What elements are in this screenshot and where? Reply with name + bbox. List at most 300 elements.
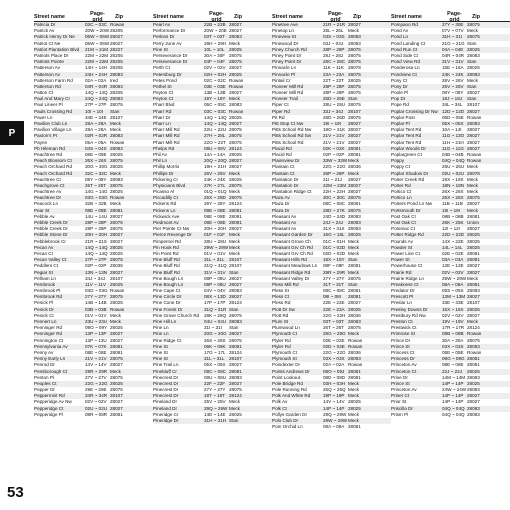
page-grid: 27V ~ 27V xyxy=(85,374,107,380)
street-name: Pine Hill Ln xyxy=(153,319,177,324)
zip: 28027 xyxy=(229,90,242,96)
street-name: Pleasant Grove Ch xyxy=(272,238,311,244)
zip: 28075 xyxy=(110,257,123,263)
street-name: Polk And White Rd xyxy=(272,393,311,399)
street-name: Pineview St xyxy=(272,34,297,40)
page-grid: 08C ~ 08C xyxy=(323,288,346,294)
page-grid: 14X ~ 22E xyxy=(442,238,464,244)
street-name: Poppy Ct xyxy=(391,164,410,170)
zip: 28081 xyxy=(229,213,242,219)
street-name: Pony Ct xyxy=(391,77,408,83)
page-grid: 26X ~ 26X xyxy=(442,195,464,201)
street-name: Phelps Rd xyxy=(153,145,175,151)
zip: Rowan xyxy=(467,114,482,120)
zip: 28124 xyxy=(229,145,242,151)
street-name: Pioneer Trail xyxy=(272,96,298,102)
zip: 28025 xyxy=(467,238,480,244)
zip: 28027 xyxy=(348,121,361,126)
zip: Stan xyxy=(348,96,358,102)
zip: 28083 xyxy=(348,34,361,40)
page-grid: 25Q ~ 25Q xyxy=(323,387,346,393)
street-name: Peachtree Dr xyxy=(34,195,62,201)
street-name: Patterson Av xyxy=(34,71,60,77)
page-grid: 24W ~ 24W xyxy=(442,387,467,393)
street-name: Power St xyxy=(391,257,410,263)
zip: 28075 xyxy=(229,195,242,201)
street-name: Pondview Ct xyxy=(391,71,417,77)
page-grid: 25V ~ 25V xyxy=(204,399,226,405)
zip: 28081 xyxy=(348,424,361,430)
zip: 28075 xyxy=(110,294,123,300)
page-grid: 08X ~ 13D xyxy=(204,294,226,300)
page-grid: 22F ~ 22F xyxy=(204,380,226,386)
street-name: Pear St xyxy=(34,207,50,213)
zip: 28075 xyxy=(229,52,242,58)
page-grid: 21R ~ 21S xyxy=(85,238,107,244)
zip: 28027 xyxy=(467,393,480,399)
page-grid: 22D ~ 22D xyxy=(442,232,465,238)
page-grid: 27P ~ 27P xyxy=(85,102,107,108)
street-name: Prince St xyxy=(391,380,410,386)
page-grid: 14V ~ 14V xyxy=(85,362,107,368)
zip: 28027 xyxy=(348,176,361,182)
street-name: Pintail Cr xyxy=(272,77,291,83)
street-name: Phillips Dr xyxy=(153,170,174,176)
street-name: Pearl Av xyxy=(153,22,171,27)
street-name: Phil Av xyxy=(153,151,167,157)
street-name: Peach Orchard Rd xyxy=(34,170,73,176)
street-name: Plumwood Ln xyxy=(272,325,300,331)
zip: 28075 xyxy=(110,387,123,393)
page-grid: 22M ~ 22M xyxy=(85,52,109,58)
zip: 28027 xyxy=(229,28,242,34)
zip: 28027 xyxy=(110,405,123,411)
zip: 28025 xyxy=(110,151,123,157)
street-name: Power Line Ct xyxy=(391,250,420,256)
zip: 28025 xyxy=(229,114,242,120)
page-grid: 22G ~ 22G xyxy=(323,349,346,355)
street-name: Pethel St xyxy=(153,83,172,89)
page-grid: 22M ~ 22M xyxy=(323,182,347,188)
page-grid: 30A ~ 30A xyxy=(442,337,464,343)
page-grid: 05X ~ 05X xyxy=(204,362,226,368)
street-name: Placid Rd xyxy=(272,151,292,157)
page-grid: 30A ~ 30F xyxy=(204,52,226,58)
page-grid: 22J ~ 22J xyxy=(442,368,463,374)
street-name: Piney Point Dr xyxy=(272,59,302,65)
page-grid: 14Q ~ 14Q xyxy=(85,90,108,96)
street-name: Pine Bluff Rd xyxy=(153,269,180,275)
zip: Rowan xyxy=(229,108,244,114)
page-grid: 33W ~ 33W xyxy=(323,158,348,164)
page-grid: 13N ~ 13N xyxy=(85,269,108,275)
street-name: Pennsylvania Av xyxy=(34,343,68,349)
street-name: Phil Ln xyxy=(153,158,168,164)
page-grid: 13P ~ 13U xyxy=(85,337,107,343)
street-name: Plaza Av xyxy=(272,195,290,201)
street-name: Piper Rd xyxy=(272,108,290,114)
page-grid: 08E ~ 08E xyxy=(204,220,226,225)
page-grid: 08E ~ 08E xyxy=(85,349,107,355)
street-name: Pine Grove Church Rd xyxy=(153,312,200,318)
page-grid: 03G ~ 03G xyxy=(85,288,108,294)
zip: 28025 xyxy=(110,244,123,250)
zip: 28025 xyxy=(348,232,361,238)
page-grid: 05D ~ 05E xyxy=(442,114,464,120)
page-grid: 06W ~ 06W xyxy=(85,40,110,46)
zip: 28081 xyxy=(110,411,123,417)
page-grid: 23A ~ 23A xyxy=(323,71,345,77)
zip: 28025 xyxy=(110,281,123,287)
street-name: Plaza Dr xyxy=(272,201,290,207)
page-grid: 26S ~ 26S xyxy=(204,337,226,343)
zip: Rowan xyxy=(229,83,244,89)
zip: 28075 xyxy=(348,102,361,108)
street-name: Points Andrews Dr xyxy=(272,368,310,374)
page-grid: 20Q ~ 20Q xyxy=(204,158,227,164)
zip: Stan xyxy=(467,96,477,102)
zip: Meck xyxy=(348,28,359,34)
street-name: Phillip Morris xyxy=(153,164,180,170)
page-grid: 31V ~ 31V xyxy=(442,59,464,65)
street-name: Polk Ct xyxy=(272,405,287,411)
page-grid: 11V ~ 11V xyxy=(85,281,106,287)
zip: 28081 xyxy=(348,368,361,374)
zip: 28081 xyxy=(348,294,361,300)
column-header xyxy=(272,12,391,22)
street-name: Plyler Rd xyxy=(272,343,291,349)
street-name: Pless Mill Rd xyxy=(272,281,299,287)
page-grid: 02A ~ 02A xyxy=(85,77,107,83)
street-name: Piccadilly Cr xyxy=(153,195,179,201)
street-name: Pebble Creek Dr xyxy=(34,220,68,225)
page-grid: 28P ~ 28P xyxy=(85,220,107,225)
zip: 28075 xyxy=(110,374,123,380)
zip: 28036 xyxy=(110,263,123,269)
zip: 28027 xyxy=(348,22,361,27)
street-name: Prism Pl xyxy=(391,411,409,417)
street-name: Plantain Ct xyxy=(272,164,295,170)
page-grid: 28P ~ 28P xyxy=(323,46,345,52)
zip: Meck xyxy=(229,96,240,102)
zip: 28027 xyxy=(467,139,480,145)
page-grid: 02V ~ 02V xyxy=(204,65,226,71)
page-grid: 31X ~ 31X xyxy=(323,226,345,232)
header-page-grid: Page- grid xyxy=(90,10,105,23)
street-name: Patterson Av xyxy=(34,65,60,71)
zip: 28027 xyxy=(229,22,242,27)
street-name: Poplar Woods Dr xyxy=(391,145,426,151)
zip: 28124 xyxy=(229,300,242,306)
page-grid: 04F ~ 04F xyxy=(204,59,226,65)
page-grid: 21M ~ 21M xyxy=(85,46,109,52)
street-name: Pinecrest Dr xyxy=(153,380,179,386)
zip: 28025 xyxy=(229,46,242,52)
street-name: Poplar Shadow Dr xyxy=(391,170,429,176)
zip: 28107 xyxy=(348,108,361,114)
zip: Meck xyxy=(110,368,121,374)
zip: 28081 xyxy=(467,362,480,368)
street-name: Prince Dr xyxy=(391,337,411,343)
zip: 28083 xyxy=(229,102,242,108)
zip: 28078 xyxy=(348,65,361,71)
page-grid: 08E ~ 08E xyxy=(204,213,226,219)
zip: 28083 xyxy=(467,387,480,393)
street-name: Peyton Ct xyxy=(153,90,174,96)
page-grid: 22G ~ 22G xyxy=(85,380,108,386)
zip: 28107 xyxy=(467,300,480,306)
page-grid: 28D ~ 27K xyxy=(323,207,345,213)
page-grid: 05C ~ 05C xyxy=(204,102,227,108)
zip: 28075 xyxy=(110,226,123,232)
page-grid: 27K ~ 27L xyxy=(204,182,226,188)
zip: 28075 xyxy=(348,83,361,89)
page-grid: 02A ~ 02A xyxy=(323,362,345,368)
page-grid: 07K ~ 07K xyxy=(85,343,107,349)
street-name: Poplar Crossing Dr Nw xyxy=(391,108,438,114)
page-grid: 02D ~ 02E xyxy=(323,343,345,349)
street-name: Pond View Rd xyxy=(391,59,421,65)
page-grid: 05X ~ 05X xyxy=(442,121,464,126)
zip: 28025 xyxy=(467,244,480,250)
zip: Rowan xyxy=(348,337,363,343)
zip: Stan xyxy=(110,108,120,114)
street-name: Pitts School Rd Nw xyxy=(272,127,312,133)
zip: Rowan xyxy=(110,139,125,145)
zip: Stan xyxy=(348,281,358,287)
street-index-columns xyxy=(34,12,510,430)
page-grid: 14P ~ 14P xyxy=(323,405,345,411)
page-grid: 17R ~ 17R xyxy=(442,325,465,331)
zip: 28025 xyxy=(110,164,123,170)
street-name: Penick Pl xyxy=(34,300,54,306)
zip: Meck xyxy=(110,127,121,133)
zip: 28081 xyxy=(467,257,480,263)
page-grid: 03T ~ 03T xyxy=(323,319,344,324)
street-name: Post Oak Ct xyxy=(391,220,416,225)
street-name: Pine Bluff Rd xyxy=(153,257,180,263)
zip: 28027 xyxy=(467,127,480,133)
street-name: Plymouth Ct xyxy=(272,349,298,355)
street-name: Plum St xyxy=(272,319,289,324)
zip: Meck xyxy=(467,176,478,182)
street-name: Portico Ln xyxy=(391,195,412,201)
street-name: Peachgrove Ct xyxy=(34,182,65,188)
street-row xyxy=(153,418,272,424)
header-street-name: Street name xyxy=(153,13,184,20)
street-name: Perseverance Dr xyxy=(153,59,188,65)
page-grid: 26X ~ 26X xyxy=(442,189,464,195)
street-name: Predator Dr xyxy=(391,288,415,294)
zip: 28025 xyxy=(467,65,480,71)
street-name: Patriots Place Dr xyxy=(34,52,69,58)
street-name: Penninger Rd xyxy=(34,325,63,331)
zip: Meck xyxy=(348,250,359,256)
street-name: Payne xyxy=(34,139,48,145)
street-name: Physicians Blvd xyxy=(153,182,186,188)
zip: 28075 xyxy=(229,59,242,65)
street-name: Peppermint Rd xyxy=(34,393,65,399)
page-grid: 29H ~ 29H xyxy=(204,40,227,46)
page-grid: 03X ~ 03X xyxy=(323,356,345,362)
page-grid: 12E ~ 12E xyxy=(442,263,464,269)
zip: 28083 xyxy=(110,96,123,102)
page-grid: 28U ~ 28U xyxy=(323,102,346,108)
street-column xyxy=(153,12,272,430)
page-grid: 03B ~ 03B xyxy=(85,306,107,312)
page-grid: 28P ~ 28P xyxy=(323,90,345,96)
zip: 28083 xyxy=(110,145,123,151)
zip: 28075 xyxy=(348,114,361,120)
page-grid: 05S ~ 05S xyxy=(442,288,464,294)
zip: 28083 xyxy=(110,71,123,77)
zip: 28027 xyxy=(229,158,242,164)
street-name: Pembrook xyxy=(34,281,55,287)
street-name: Pine Bluff Rd xyxy=(153,263,180,269)
street-name: Pimpernel Rd xyxy=(153,238,181,244)
page-grid: 14Q ~ 14Q xyxy=(85,250,108,256)
street-name: Potter Ridge Rd xyxy=(391,232,424,238)
page-grid: 18X ~ 18Y xyxy=(323,257,345,263)
page-grid: 02D ~ 02D xyxy=(323,250,346,256)
page-grid: 32B ~ 32B xyxy=(85,201,107,207)
street-name: Prine Dr xyxy=(391,374,408,380)
zip: 28027 xyxy=(229,275,242,281)
zip: 28027 xyxy=(110,232,123,238)
street-name: Pine St xyxy=(153,343,168,349)
street-name: Penninger Rd xyxy=(34,331,63,337)
page-grid: 21V ~ 21V xyxy=(85,356,107,362)
page-grid: 23U ~ 23U xyxy=(85,319,108,324)
header-zip: Zip xyxy=(352,13,362,20)
zip: 28075 xyxy=(229,182,242,188)
zip: 28081 xyxy=(467,356,480,362)
page-grid: 27P ~ 27P xyxy=(85,257,107,263)
street-name: Peach Blossom Ct xyxy=(34,158,72,164)
page-grid: 08Y ~ 08Y xyxy=(85,176,107,182)
page-grid: 08F ~ 08F xyxy=(323,263,345,269)
zip: Meck xyxy=(110,319,121,324)
zip: 28025 xyxy=(348,306,361,312)
street-name: Pioneer Mill Rd xyxy=(272,90,304,96)
street-name: Pinnacle Pl xyxy=(272,71,295,77)
zip: 28075 xyxy=(467,195,480,201)
street-name: Princess Dr xyxy=(391,356,415,362)
page-grid: 06K ~ 06K xyxy=(204,343,226,349)
zip: 28027 xyxy=(110,362,123,368)
page-grid: 14Q ~ 14Q xyxy=(204,121,227,126)
street-name: Pleasant Hills Rd xyxy=(272,257,307,263)
street-name: Pavilion Club Ln xyxy=(34,121,68,126)
street-name: Poplar Pl xyxy=(391,121,410,126)
page-grid: 19I ~ 19I xyxy=(323,121,342,126)
zip: Stan xyxy=(229,269,239,275)
page-grid: 04R ~ 04R xyxy=(442,52,465,58)
page-grid: 02P ~ 02P xyxy=(85,263,107,269)
page-grid: 20W ~ 20E xyxy=(204,28,227,34)
street-name: Pleasant Garden Dr xyxy=(272,232,313,238)
street-name: Pier Pointe Ct Nw xyxy=(153,226,190,232)
page-grid: 18N ~ 18N xyxy=(442,182,465,188)
page-grid: 03G ~ 03G xyxy=(85,195,108,201)
street-name: Pond Run Ct xyxy=(391,46,418,52)
zip: 28081 xyxy=(348,374,361,380)
page-grid: 21V ~ 21V xyxy=(323,139,345,145)
zip: Meck xyxy=(467,77,478,83)
street-name: Prairie Rd xyxy=(391,269,412,275)
street-name: Paver Ln xyxy=(34,114,53,120)
street-name: Pinetree Ave xyxy=(272,22,298,27)
page-grid: 15E ~ 16A xyxy=(442,65,464,71)
page-grid: 08P ~ 08U xyxy=(204,275,226,281)
zip: 28205 xyxy=(110,52,123,58)
page-grid: 05E ~ 05E xyxy=(442,349,464,355)
street-name: Preakness Ct xyxy=(391,281,419,287)
page-grid: 14Q ~ 14Q xyxy=(85,244,108,250)
street-name: Pembrook Pl xyxy=(34,288,61,294)
index-tab[interactable] xyxy=(0,121,24,145)
street-name: Princeton Av xyxy=(391,387,417,393)
zip: 28083 xyxy=(467,405,480,411)
zip: 28025 xyxy=(110,325,123,331)
street-column xyxy=(34,12,153,430)
street-name: Polo Club Dr xyxy=(272,418,299,423)
page-grid: 22T ~ 22T xyxy=(323,77,344,83)
page-grid: 03A ~ 03A xyxy=(442,257,464,263)
zip: 28027 xyxy=(110,34,123,40)
street-name: Preston Ct xyxy=(391,319,413,324)
page-grid: 15X ~ 15X xyxy=(442,306,464,312)
zip: 28027 xyxy=(229,380,242,386)
zip: 28025 xyxy=(229,176,242,182)
zip: 28107 xyxy=(110,275,123,281)
page-grid: 11G ~ 11G xyxy=(442,145,464,151)
page-grid: 02V ~ 02V xyxy=(442,269,464,275)
zip: 28027 xyxy=(229,65,242,71)
page-grid: 17P ~ 17P xyxy=(204,300,226,306)
page-grid: 31L ~ 31L xyxy=(204,356,225,362)
page-grid: 29Y ~ 29Y xyxy=(204,201,226,207)
street-name: Placid Rd xyxy=(272,145,292,151)
zip: 28027 xyxy=(467,90,480,96)
zip: 28075 xyxy=(229,387,242,393)
header-page-grid: Page- grid xyxy=(447,10,462,23)
zip: Rowan xyxy=(348,343,363,349)
zip: Meck xyxy=(229,232,240,238)
page-grid: 24D ~ 24D xyxy=(323,213,346,219)
street-name: Pine Cape Ct xyxy=(153,288,181,294)
zip: Rowan xyxy=(110,22,125,27)
page-grid: 03J ~ 03J xyxy=(323,40,344,46)
page-grid: 19V ~ 19V xyxy=(442,319,464,324)
street-name: Pitt Stop Ct Nw xyxy=(272,121,304,126)
page-grid: 04U ~ 04U xyxy=(204,319,227,324)
street-name: Pecan Av xyxy=(34,244,54,250)
page-grid: 29Q ~ 29W xyxy=(204,405,228,411)
street-name: Pine Trail Ln xyxy=(153,362,179,368)
street-name: Penick Ct xyxy=(34,312,54,318)
zip: 28081 xyxy=(348,145,361,151)
zip: 28107 xyxy=(110,393,123,399)
street-name: Prairie Ridge Ln xyxy=(391,275,424,281)
page-grid: 02U ~ 02U xyxy=(85,405,108,411)
street-name: Plantation Dr xyxy=(272,182,299,188)
zip: 28027 xyxy=(110,213,123,219)
page-grid: 02V ~ 02V xyxy=(442,312,464,318)
street-row xyxy=(391,412,510,418)
page-grid: 24H ~ 24H xyxy=(85,71,108,77)
street-name: Picasso Al xyxy=(153,189,175,195)
